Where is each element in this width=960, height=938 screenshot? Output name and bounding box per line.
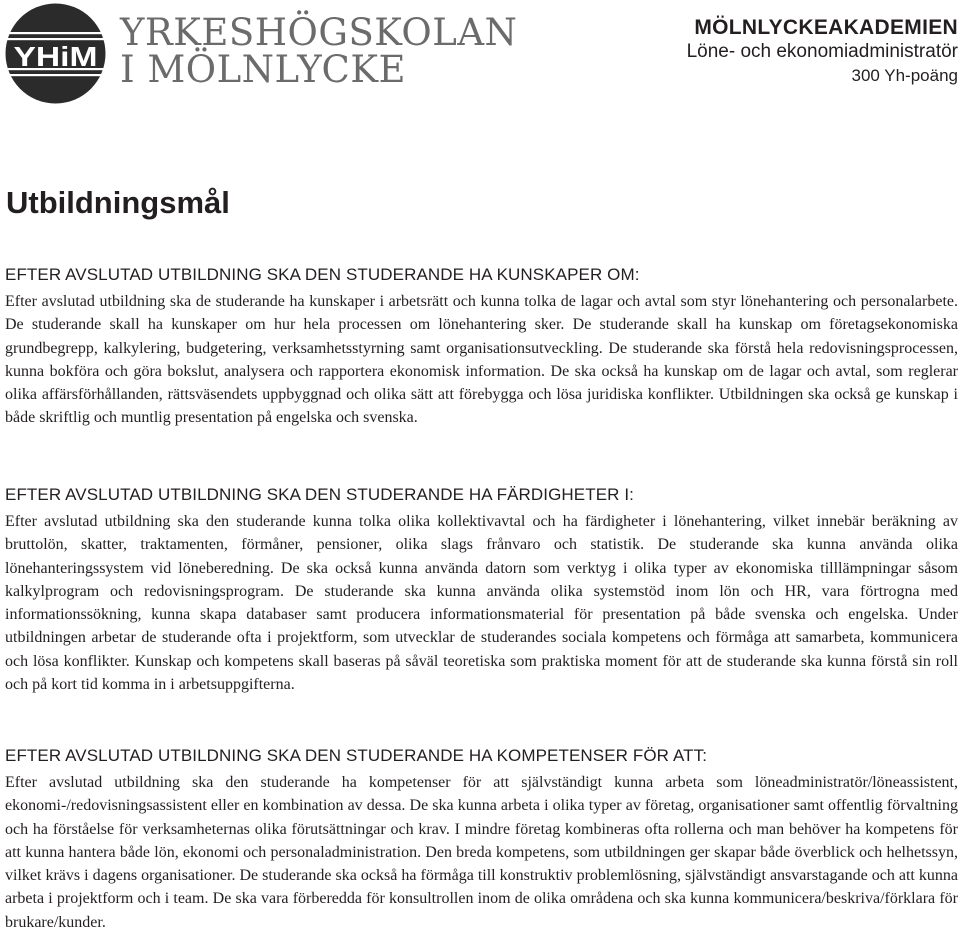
- program-name: Löne- och ekonomiadministratör: [686, 41, 958, 62]
- program-info: [687, 16, 958, 88]
- section-body: Efter avslutad utbildning ska den studerande kunna tolka olika kollektivavtal och ha färdigheter i lönehantering, vilket innebär beräkning av bruttolön, skatter, traktamenten, förmåner, pensioner, olika slags frånvaro och statistik. De studerande ska kunna använda olika lönehanteringssystem vid löneberedning. De ska också kunna använda datorn som verktyg i olika typer av ekonomiska tilllämpningar såsom kalkylprogram och redovisningsprogram. De studerande ska kunna använda olika systemstöd inom lön och HR, vara förtrogna med informationssökning, kunna skapa databaser samt producera informationsmaterial för presentation på både svenska och engelska. Under utbildningen arbetar de studerande ofta i projektform, som utvecklar de studerandes sociala kompetens och förmåga att samarbeta, kommunicera och lösa konflikter. Kunskap och kompetens skall baseras på såväl teoretiska som praktiska moment för att de studerande ska kunna förstå sin roll och på kort tid komma in i arbetsuppgifterna.: [5, 513, 958, 694]
- yhim-logo-icon: [4, 2, 107, 105]
- section-heading: EFTER AVSLUTAD UTBILDNING SKA DEN STUDERANDE HA KOMPETENSER FÖR ATT:: [5, 746, 708, 765]
- page-title: Utbildningsmål: [6, 185, 230, 220]
- logo-mark-text: YHiM: [13, 41, 98, 72]
- program-credits: 300 Yh-poäng: [851, 66, 958, 85]
- section-heading: EFTER AVSLUTAD UTBILDNING SKA DEN STUDERANDE HA FÄRDIGHETER I:: [5, 485, 635, 504]
- section-body: Efter avslutad utbildning ska de studerande ha kunskaper i arbetsrätt och kunna tolka de lagar och avtal som styr lönehantering och personalarbete. De studerande skall ha kunskaper om hur hela processen om lönehantering sker. De studerande skall ha kunskap om företagsekonomiska grundbegrepp, kalkylering, budgetering, verksamhetsstyrning samt organisationsutveckling. De studerande ska förstå hela redovisningsprocessen, kunna bokföra och göra bokslut, analysera och rapportera ekonomisk information. De ska också ha kunskap om de lagar och avtal, som reglerar olika affärsförhållanden, rättsväsendets uppbyggnad och olika sätt att förebygga och lösa juridiska konflikter. Utbildningen ska också ge kunskap i både skriftlig och muntlig presentation på engelska och svenska.: [5, 293, 958, 427]
- wordmark-line-1: YRKESHÖGSKOLAN: [120, 11, 518, 54]
- section-body: Efter avslutad utbildning ska den studerande ha kompetenser för att självständigt kunna arbeta som löneadministratör/löneassistent, ekonomi-/redovisningsassistent eller en kombination av dessa. De ska kunna arbeta i olika typer av företag, organisationer samt offentlig förvaltning och ha förståelse för verksamheternas olika förutsättningar och krav. I mindre företag kombineras ofta rollerna och man behöver ha kompetens för att kunna hantera både lön, ekonomi och personaladministration. Den breda kompetens, som utbildningen ger skapar både överblick och helhetssyn, vilket krävs i dagens organisationer. De studerande ska också ha förmåga till konstruktiv problemlösning, självständigt ansvarstagande och att kunna arbeta i projektform och i team. De ska vara förberedda för konsultrollen inom de olika områdena och ska kunna kommunicera/beskriva/förklara för brukare/kunder.: [5, 774, 958, 931]
- wordmark-line-2: I MÖLNLYCKE: [120, 48, 406, 91]
- section-skills: [5, 484, 958, 696]
- organization-name: MÖLNLYCKEAKADEMIEN: [694, 16, 958, 39]
- section-heading: EFTER AVSLUTAD UTBILDNING SKA DEN STUDERANDE HA KUNSKAPER OM:: [5, 265, 640, 284]
- school-wordmark: [120, 11, 518, 91]
- section-knowledge: [5, 264, 958, 430]
- section-competences: [5, 745, 958, 934]
- page-header: [0, 0, 960, 110]
